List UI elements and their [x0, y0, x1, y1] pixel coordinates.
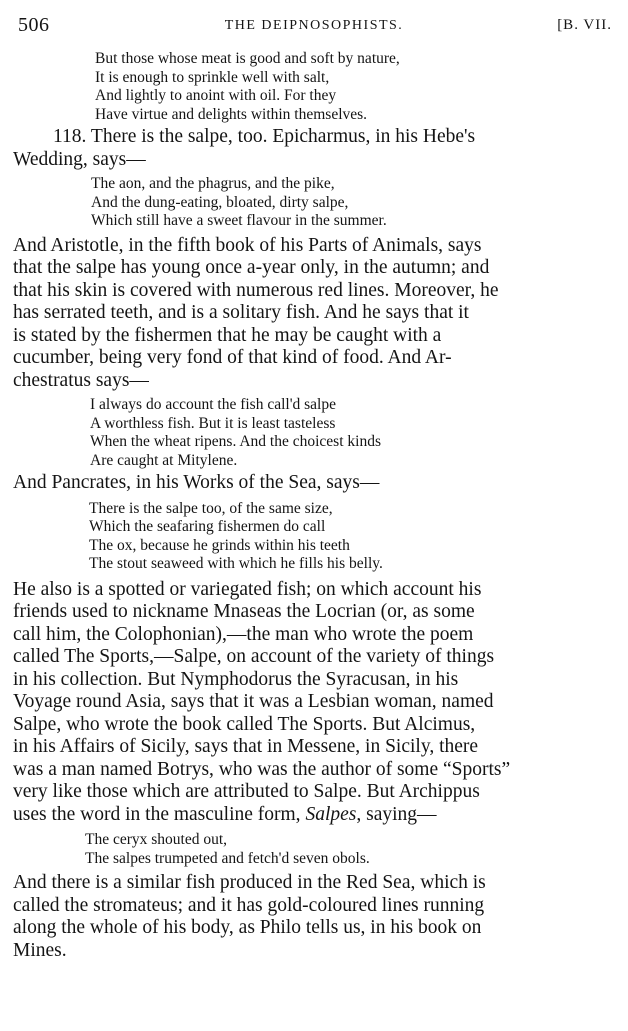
- text-line: And Aristotle, in the fifth book of his Parts of Animals, says: [13, 234, 482, 256]
- paragraph-pancrates: [13, 472, 605, 495]
- text-line: in his collection. But Nymphodorus the Syracusan, in his: [13, 668, 459, 690]
- text-line: has serrated teeth, and is a solitary fish. And he says that it: [13, 302, 469, 323]
- text-line: call him, the Colophonian),—the man who wrote the poem: [13, 623, 474, 645]
- text-line: [13, 804, 605, 827]
- verse-line: There is the salpe too, of the same size,: [89, 499, 333, 517]
- verse-line: Which the seafaring fishermen do call: [89, 518, 326, 535]
- text-line: friends used to nickname Mnaseas the Locrian (or, as some: [13, 601, 475, 622]
- text-line: is stated by the fishermen that he may be caught with a: [13, 324, 442, 346]
- verse-line: Which still have a sweet flavour in the summer.: [91, 212, 387, 229]
- paragraph-spotted-fish: [13, 579, 605, 827]
- text-line: Mines.: [13, 939, 67, 961]
- running-header: [0, 14, 628, 38]
- verse-line: The ox, because he grinds within his teeth: [89, 536, 350, 554]
- verse-line: The stout seaweed with which he fills his belly.: [89, 555, 383, 572]
- verse-line: Have virtue and delights within themselves.: [95, 105, 368, 123]
- verse-line: It is enough to sprinkle well with salt,: [95, 68, 330, 86]
- text-line: along the whole of his body, as Philo tells us, in his book on: [13, 917, 482, 938]
- text-line: And there is a similar fish produced in the Red Sea, which is: [13, 872, 486, 893]
- text-run: , saying—: [356, 803, 437, 825]
- text-line: chestratus says—: [13, 369, 149, 391]
- verse-line: The salpes trumpeted and fetch'd seven obols.: [85, 849, 370, 867]
- verse-quotation: [91, 175, 605, 231]
- text-line: called the stromateus; and it has gold-coloured lines running: [13, 894, 485, 916]
- verse-quotation: [90, 396, 605, 470]
- text-line: And Pancrates, in his Works of the Sea, says—: [13, 472, 380, 493]
- book-reference: [B. VII.: [557, 17, 612, 33]
- verse-line: But those whose meat is good and soft by nature,: [95, 50, 400, 67]
- text-line: Salpe, who wrote the book called The Sports. But Alcimus,: [13, 713, 476, 735]
- text-line: Wedding, says—: [13, 148, 146, 170]
- verse-line: And lightly to anoint with oil. For they: [95, 87, 337, 104]
- verse-line: And the dung-eating, bloated, dirty salpe,: [91, 193, 349, 211]
- verse-line: I always do account the fish call'd salpe: [90, 396, 336, 413]
- verse-line: The ceryx shouted out,: [85, 831, 228, 848]
- text-line: that the salpe has young once a-year only, in the autumn; and: [13, 257, 490, 278]
- text-line: Voyage round Asia, says that it was a Lesbian woman, named: [13, 691, 494, 712]
- text-line: 118. There is the salpe, too. Epicharmus, in his Hebe's: [53, 126, 476, 147]
- verse-quotation: [85, 831, 605, 868]
- verse-line: Are caught at Mitylene.: [90, 451, 238, 469]
- text-line: cucumber, being very fond of that kind of food. And Ar-: [13, 347, 452, 368]
- italic-term: Salpes: [305, 803, 357, 825]
- verse-line: A worthless fish. But it is least tasteless: [90, 414, 336, 432]
- verse-quotation: [95, 50, 605, 124]
- running-title: THE DEIPNOSOPHISTS.: [224, 18, 404, 33]
- text-line: that his skin is covered with numerous red lines. Moreover, he: [13, 279, 499, 301]
- verse-line: When the wheat ripens. And the choicest kinds: [90, 433, 381, 450]
- text-line: was a man named Botrys, who was the author of some “Sports”: [13, 758, 511, 780]
- text-line: in his Affairs of Sicily, says that in Messene, in Sicily, there: [13, 736, 479, 757]
- text-line: called The Sports,—Salpe, on account of the variety of things: [13, 646, 495, 667]
- verse-quotation: [89, 500, 605, 574]
- page-number: 506: [18, 14, 50, 36]
- page-body: [13, 50, 605, 962]
- paragraph-118: [13, 126, 605, 171]
- text-run: uses the word in the masculine form,: [13, 803, 306, 825]
- paragraph-red-sea: [13, 872, 605, 962]
- text-line: He also is a spotted or variegated fish; on which account his: [13, 578, 482, 600]
- text-line: very like those which are attributed to Salpe. But Archippus: [13, 781, 480, 802]
- paragraph-aristotle: [13, 235, 605, 393]
- verse-line: The aon, and the phagrus, and the pike,: [91, 175, 335, 192]
